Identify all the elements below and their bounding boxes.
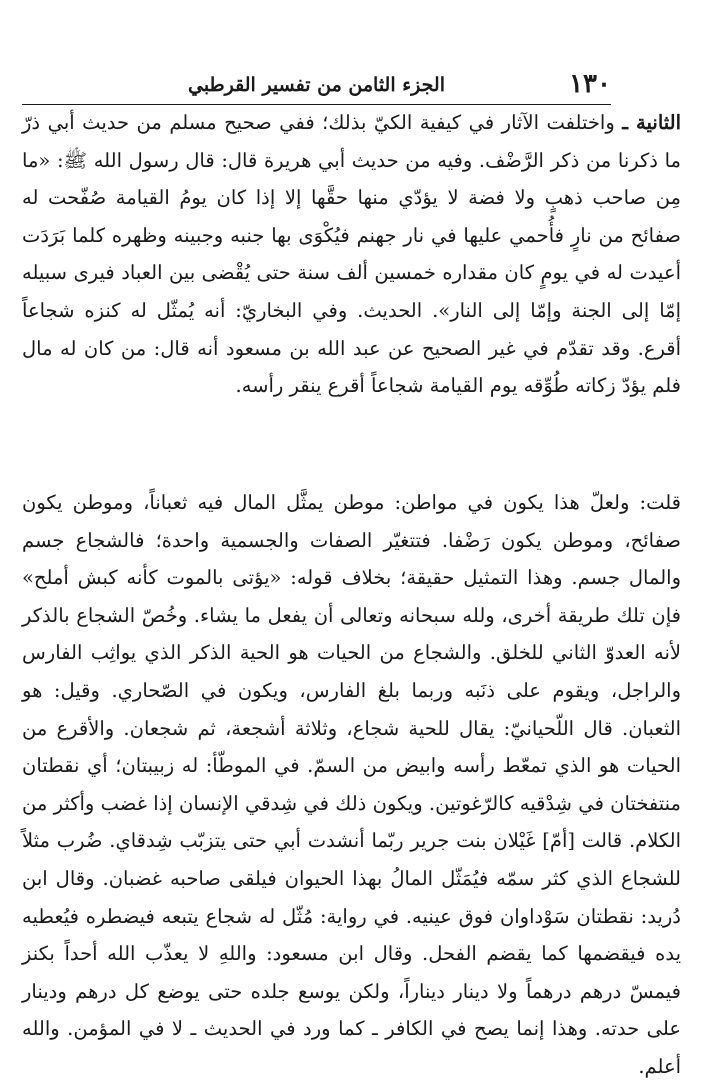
page-number: ١٣٠ [569,69,611,99]
paragraph-body: قلت: ولعلّ هذا يكون في مواطن: موطن يمثَّل المال فيه ثعباناً، وموطن يكون صفائح، وموطن يكون رَضْفا. فتتغيّر الصفات والجسمية واحدة؛ فالشجاع جسم والمال جسم. وهذا التمثيل حقيقة؛ بخلاف قوله: «يؤتى بالموت كأنه كبش أملح» فإن تلك طريقة أخرى، ولله سبحانه وتعالى أن يفعل ما يشاء. وخُصّ الشجاع بالذكر لأنه العدوّ الثاني للخلق. والشجاع من الحيات هو الحية الذكر الذي يواثِب الفارس والراجل، ويقوم على ذنَبه وربما بلغ الفارس، ويكون في الصّحاري. وقيل: هو الثعبان. قال اللّحيانيّ: يقال للحية شجاع، وثلاثة أشجعة، ثم شجعان. والأقرع من الحيات هو الذي تمعّط رأسه وابيض من السمّ. في الموطّأ: له زبيبتان؛ أي نقطتان منتفختان في شِدْقيه كالرّغوتين. ويكون ذلك في شِدقي الإنسان إذا غضب وأكثر من الكلام. قالت [أمّ] غَيْلان بنت جرير ربّما أنشدت أبي حتى يتزبّب شِدقاي. ضُرب مثلاً للشجاع الذي كثر سمّه فيُمَثّل المالُ بهذا الحيوان فيلقى صاحبه غضبان. وقال ابن دُريد: نقطتان سَوْداوان فوق عينيه. في رواية: مُثّل له شجاع يتبعه فيضطره فيُعطيه يده فيقضمها كما يقضم الفحل. وقال ابن مسعود: واللهِ لا يعذّب الله أحداً بكنز فيمسّ درهم درهماً ولا دينار ديناراً، ولكن يوسع جلده حتى يوضع كل درهم ودينار على حدته. وهذا إنما يصح في الكافر ـ كما ورد في الحديث ـ لا في المؤمن. والله أعلم. [22,491,681,1078]
paragraph-commentary [22,484,681,1086]
paragraph-body: واختلفت الآثار في كيفية الكيّ بذلك؛ ففي صحيح مسلم من حديث أبي ذرّ ما ذكرنا من ذكر الرَّضْف. وفيه من حديث أبي هريرة قال: قال رسول الله ﷺ: «ما مِن صاحب ذهبٍ ولا فضة لا يؤدّي منها حقَّها إلا إذا كان يومُ القيامة صُفّحت له صفائح من نارٍ فأُحمي عليها في نار جهنم فيُكْوَى بها جنبه وجبينه وظهره كلما بَرَدَت أعيدت له في يومٍ كان مقداره خمسين ألف سنة حتى يُقْضى بين العباد فيرى سبيله إمّا إلى الجنة وإمّا إلى النار». الحديث. وفي البخاريّ: أنه يُمثّل له كنزه شجاعاً أقرع. وقد تقدّم في غير الصحيح عن عبد الله بن مسعود أنه قال: من كان له مال فلم يؤدّ زكاته طُوِّقه يوم القيامة شجاعاً أقرع ينقر رأسه. [22,111,681,398]
running-title: الجزء الثامن من تفسير القرطبي [187,74,445,96]
paragraph-lead: الثانية ـ [622,111,681,134]
paragraph-second-issue [22,104,681,405]
page-header [22,68,611,105]
paragraph-text [22,104,681,405]
